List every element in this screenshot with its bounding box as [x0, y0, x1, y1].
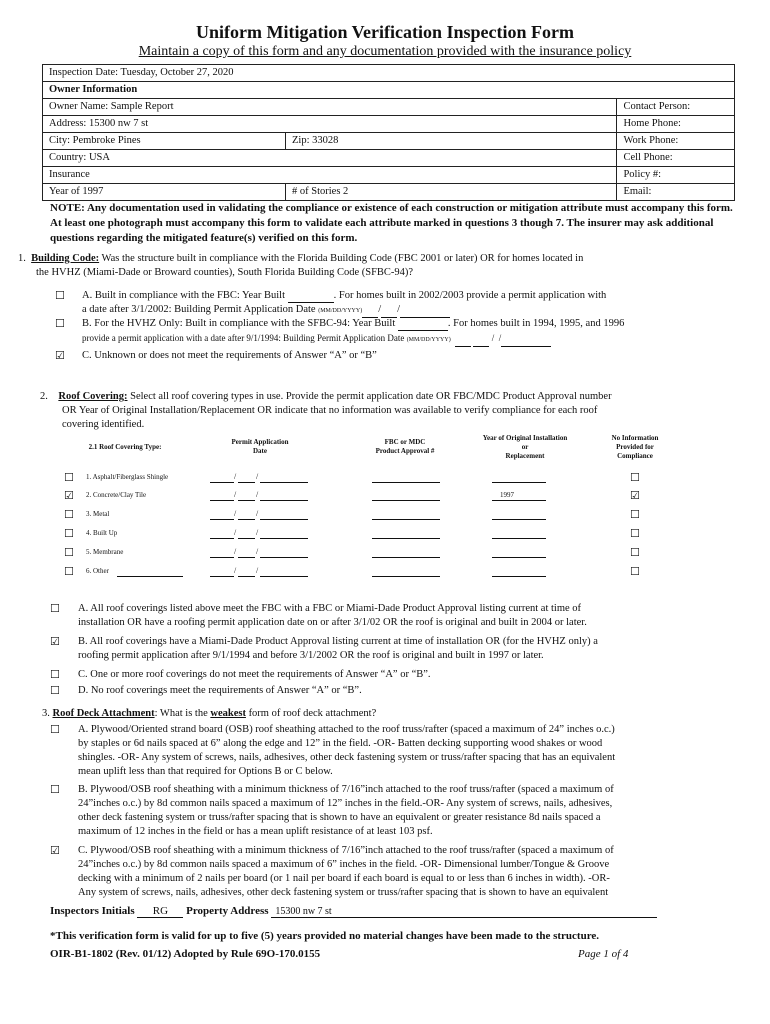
rc-slash: / — [234, 490, 237, 499]
q3-number: 3. — [42, 708, 50, 719]
owner-zip: Zip: 33028 — [286, 133, 617, 150]
rc-slash: / — [256, 509, 259, 518]
q3-b-line4: maximum of 12 inches in the field or has a mean uplift resistance of at least 103 psf. — [78, 826, 433, 837]
q3-heading-line — [42, 707, 742, 721]
rc-permit-dd[interactable] — [238, 576, 255, 577]
q3-c-line1: C. Plywood/OSB roof sheathing with a minimum thickness of 7/16”inch attached to the roof truss/rafter (spaced a maximum of — [78, 845, 614, 856]
q2-option-a — [78, 602, 738, 630]
rc-col-noinfo-1: No Information — [611, 434, 659, 442]
rc-year-field[interactable] — [492, 482, 546, 483]
rc-row-checkbox[interactable]: ☐ — [64, 546, 74, 559]
rc-col-noinfo-2: Provided for — [616, 443, 654, 451]
rc-permit-mm[interactable] — [210, 557, 234, 558]
rc-row-checkbox[interactable]: ☐ — [64, 565, 74, 578]
cell-phone: Cell Phone: — [617, 150, 735, 167]
contact-person: Contact Person: — [617, 99, 735, 116]
rc-fbc-field[interactable] — [372, 576, 440, 577]
rc-year-field[interactable] — [492, 519, 546, 520]
rc-noinfo-checkbox[interactable]: ☐ — [630, 565, 640, 578]
q1-b-format: (MM/DD/YYYY) — [406, 337, 451, 343]
rc-year-field[interactable] — [492, 576, 546, 577]
q1-option-b: B. For the HVHZ Only: Built in compliance with the SFBC-94: Year Built . For homes built in 1994, 1995, and 1996 provide a permit application with a date after 9/1/1994: Building Permit Application Date (MM/DD/YYYY) / / — [82, 317, 742, 347]
q1-checkbox-c[interactable]: ☑ — [55, 349, 65, 362]
q2-option-c: C. One or more roof coverings do not meet the requirements of Answer “A” or “B”. — [78, 669, 431, 680]
q2-checkbox-c[interactable]: ☐ — [50, 668, 60, 681]
q2-heading: Roof Covering: — [58, 391, 128, 402]
rc-row-checkbox[interactable]: ☐ — [64, 508, 74, 521]
rc-fbc-field[interactable] — [372, 500, 440, 501]
rc-noinfo-checkbox[interactable]: ☐ — [630, 546, 640, 559]
rc-col-fbc-1: FBC or MDC — [384, 438, 426, 446]
rc-permit-yyyy[interactable] — [260, 519, 308, 520]
rc-permit-mm[interactable] — [210, 482, 234, 483]
q2-option-b — [78, 635, 738, 663]
q3-a-line3: shingles. -OR- Any system of screws, nails, adhesives, other deck fastening system or truss/rafter spacing that has an equivalent — [78, 752, 616, 763]
owner-section-label: Owner Information — [43, 82, 735, 99]
q3-c-line4: Any system of screws, nails, adhesives, other deck fastening system or truss/rafter spacing that is shown to have an equivalent — [78, 887, 609, 898]
property-address-label: Property Address — [186, 905, 269, 917]
rc-other-field[interactable] — [117, 576, 183, 577]
rc-permit-mm[interactable] — [210, 500, 234, 501]
form-subtitle: Maintain a copy of this form and any documentation provided with the insurance policy — [138, 44, 632, 59]
q1-a-text1: A. Built in compliance with the FBC: Year Built — [82, 290, 285, 301]
validity-note: *This verification form is valid for up to five (5) years provided no material changes have been made to the structure. — [50, 930, 600, 942]
rc-slash: / — [234, 547, 237, 556]
rc-col-noinfo — [585, 434, 685, 461]
rc-col-permit-1: Permit Application — [231, 438, 289, 446]
q1-b-text2: . For homes built in 1994, 1995, and 1996 — [447, 318, 625, 329]
q1-a-year-field[interactable] — [288, 292, 334, 303]
rc-permit-dd[interactable] — [238, 482, 255, 483]
q1-a-format: (MM/DD/YYYY) — [318, 308, 363, 314]
initials-label: Inspectors Initials — [50, 905, 135, 917]
rc-slash: / — [256, 547, 259, 556]
rc-year-field[interactable] — [492, 538, 546, 539]
rc-row-label: 5. Membrane — [86, 548, 124, 556]
rc-row-label: 2. Concrete/Clay Tile — [86, 491, 147, 499]
rc-col-permit — [210, 438, 310, 456]
rc-permit-yyyy[interactable] — [260, 557, 308, 558]
owner-address: Address: 15300 nw 7 st — [43, 116, 617, 133]
rc-year-field[interactable] — [492, 500, 546, 501]
rc-slash: / — [256, 528, 259, 537]
q3-a-line4: mean uplift less than that required for Options B or C below. — [78, 766, 333, 777]
q3-option-b — [78, 783, 743, 839]
rc-fbc-field[interactable] — [372, 482, 440, 483]
rc-permit-yyyy[interactable] — [260, 482, 308, 483]
rc-permit-mm[interactable] — [210, 519, 234, 520]
rc-slash: / — [256, 566, 259, 575]
rc-fbc-field[interactable] — [372, 538, 440, 539]
rc-permit-mm[interactable] — [210, 538, 234, 539]
q2-a-line2: installation OR have a roofing permit application date on or after 3/1/02 OR the roof is original and built in 2004 or later. — [78, 617, 587, 628]
q2-block — [40, 390, 740, 432]
q1-heading: Building Code: — [31, 253, 100, 264]
q1-text-2: the HVHZ (Miami-Dade or Broward counties), South Florida Building Code (SFBC-94)? — [36, 267, 414, 278]
q2-number: 2. — [40, 391, 48, 402]
q3-b-line3: other deck fastening system or truss/rafter spacing that is shown to have an equivalent or greater resistance 8d nails spaced a — [78, 812, 601, 823]
q2-b-line1: B. All roof coverings have a Miami-Dade Product Approval listing current at time of installation OR (for the HVHZ only) a — [78, 636, 598, 647]
footer-initials-row — [50, 905, 740, 918]
q1-option-a: A. Built in compliance with the FBC: Year Built . For homes built in 2002/2003 provide a permit application with a date after 3/1/2002: Building Permit Application Date (MM/DD/YYYY) / / — [82, 289, 732, 318]
q3-text-b: form of roof deck attachment? — [245, 708, 377, 719]
q1-block — [18, 252, 738, 280]
rc-noinfo-checkbox[interactable]: ☐ — [630, 508, 640, 521]
rc-col-fbc — [355, 438, 455, 456]
rc-permit-yyyy[interactable] — [260, 576, 308, 577]
rc-row-checkbox[interactable]: ☐ — [64, 471, 74, 484]
rc-noinfo-checkbox[interactable]: ☐ — [630, 471, 640, 484]
rc-col-year — [470, 434, 580, 461]
q3-c-line3: decking with a minimum of 2 nails per board (or 1 nail per board if each board is equal to or less than 6 inches in width). -OR- — [78, 873, 610, 884]
q3-checkbox-a[interactable]: ☐ — [50, 723, 60, 736]
form-id: OIR-B1-1802 (Rev. 01/12) Adopted by Rule 69O-170.0155 — [50, 948, 321, 960]
property-address-field[interactable]: 15300 nw 7 st — [271, 906, 657, 918]
q1-b-text1: B. For the HVHZ Only: Built in compliance with the SFBC-94: Year Built — [82, 318, 396, 329]
q1-b-mm-field[interactable] — [455, 336, 471, 347]
rc-permit-dd[interactable] — [238, 538, 255, 539]
rc-year-field[interactable] — [492, 557, 546, 558]
q3-weakest: weakest — [210, 708, 246, 719]
q1-checkbox-b[interactable]: ☐ — [55, 317, 65, 330]
policy-number: Policy #: — [617, 167, 735, 184]
rc-col-fbc-2: Product Approval # — [375, 447, 435, 455]
rc-fbc-field[interactable] — [372, 519, 440, 520]
q3-a-line2: by staples or 6d nails spaced at 6” along the edge and 12” in the field. -OR- Batten decking supporting wood shakes or wood — [78, 738, 603, 749]
rc-col-year-3: Replacement — [505, 452, 545, 460]
q3-c-line2: 24”inches o.c.) by 8d common nails spaced a maximum of 6” inches in the field. -OR- Dimensional lumber/Tongue & Groove — [78, 859, 610, 870]
q2-text-3: covering identified. — [62, 419, 145, 430]
rc-row-label: 4. Built Up — [86, 529, 118, 537]
rc-row-checkbox[interactable]: ☑ — [64, 489, 74, 502]
documentation-note: NOTE: Any documentation used in validating the compliance or existence of each construction or mitigation attribute must accompany this form. At least one photograph must accompany this form to validate each attribute marked in questions 3 though 7. The insurer may ask additional questions regarding the mitigated feature(s) verified on this form. — [50, 202, 733, 244]
stories-count: # of Stories 2 — [286, 184, 617, 201]
q1-option-c: C. Unknown or does not meet the requirements of Answer “A” or “B” — [82, 350, 377, 361]
q3-text-a: : What is the — [154, 708, 211, 719]
q1-checkbox-a[interactable]: ☐ — [55, 289, 65, 302]
owner-country: Country: USA — [43, 150, 617, 167]
q1-number: 1. — [18, 253, 26, 264]
rc-slash: / — [234, 509, 237, 518]
rc-permit-yyyy[interactable] — [260, 538, 308, 539]
rc-row-checkbox[interactable]: ☐ — [64, 527, 74, 540]
year-built: Year of 1997 — [43, 184, 286, 201]
rc-noinfo-checkbox[interactable]: ☑ — [630, 489, 640, 502]
rc-row-label: 3. Metal — [86, 510, 110, 518]
page-number: Page 1 of 4 — [578, 948, 629, 960]
q3-b-line2: 24”inches o.c.) by 8d common nails spaced a maximum of 12” inches in the field.-OR- Any system of screws, nails, adhesives, — [78, 798, 613, 809]
rc-row-label: 1. Asphalt/Fiberglass Shingle — [86, 473, 169, 481]
q1-b-dd-field[interactable] — [473, 336, 489, 347]
insurance-label: Insurance — [43, 167, 617, 184]
inspection-date: Inspection Date: Tuesday, October 27, 2020 — [43, 65, 735, 82]
rc-slash: / — [234, 566, 237, 575]
q3-a-line1: A. Plywood/Oriented strand board (OSB) roof sheathing attached to the roof truss/rafter (spaced a maximum of 24” inches o.c.) — [78, 724, 615, 735]
rc-slash: / — [256, 490, 259, 499]
q2-text-2: OR Year of Original Installation/Replacement OR indicate that no information was available to verify compliance for each roof — [62, 405, 598, 416]
rc-permit-dd[interactable] — [238, 557, 255, 558]
rc-col-noinfo-3: Compliance — [617, 452, 653, 460]
owner-city: City: Pembroke Pines — [43, 133, 286, 150]
rc-permit-dd[interactable] — [238, 500, 255, 501]
rc-slash: / — [256, 472, 259, 481]
q3-checkbox-b[interactable]: ☐ — [50, 783, 60, 796]
q1-a-text2: . For homes built in 2002/2003 provide a permit application with — [333, 290, 607, 301]
home-phone: Home Phone: — [617, 116, 735, 133]
work-phone: Work Phone: — [617, 133, 735, 150]
rc-col-permit-2: Date — [253, 447, 267, 455]
owner-email: Email: — [617, 184, 735, 201]
q2-b-line2: roofing permit application after 9/1/1994 and before 3/1/2002 OR the roof is original and built in 1997 or later. — [78, 650, 544, 661]
form-title: Uniform Mitigation Verification Inspection Form — [196, 22, 574, 42]
rc-slash: / — [234, 472, 237, 481]
q3-checkbox-c[interactable]: ☑ — [50, 844, 60, 857]
q1-text-1: Was the structure built in compliance with the Florida Building Code (FBC 2001 or later) OR for homes located in — [99, 253, 584, 264]
q3-heading: Roof Deck Attachment — [52, 708, 155, 719]
q2-checkbox-d[interactable]: ☐ — [50, 684, 60, 697]
q2-text-1: Select all roof covering types in use. Provide the permit application date OR FBC/MDC Product Approval number — [127, 391, 612, 402]
q3-option-c — [78, 844, 743, 900]
rc-permit-yyyy[interactable] — [260, 500, 308, 501]
q1-b-year-field[interactable] — [398, 320, 448, 331]
rc-fbc-field[interactable] — [372, 557, 440, 558]
rc-row-label: 6. Other — [86, 567, 109, 575]
rc-permit-dd[interactable] — [238, 519, 255, 520]
rc-noinfo-checkbox[interactable]: ☐ — [630, 527, 640, 540]
q1-b-text3: provide a permit application with a date after 9/1/1994: Building Permit Application Date — [82, 333, 405, 343]
rc-col-year-2: or — [521, 443, 529, 451]
q2-a-line1: A. All roof coverings listed above meet the FBC with a FBC or Miami-Dade Product Approval listing current at time of — [78, 603, 582, 614]
q3-option-a — [78, 723, 743, 779]
q1-b-yyyy-field[interactable] — [501, 336, 551, 347]
rc-year-value: 1997 — [500, 491, 514, 499]
initials-field[interactable]: RG — [137, 905, 183, 918]
rc-slash: / — [234, 528, 237, 537]
q2-checkbox-b[interactable]: ☑ — [50, 635, 60, 648]
rc-col-type: 2.1 Roof Covering Type: — [88, 443, 162, 451]
owner-info-table — [42, 64, 735, 201]
q2-option-d: D. No roof coverings meet the requirements of Answer “A” or “B”. — [78, 685, 362, 696]
q1-a-text3: a date after 3/1/2002: Building Permit Application Date — [82, 304, 316, 315]
q2-checkbox-a[interactable]: ☐ — [50, 602, 60, 615]
rc-permit-mm[interactable] — [210, 576, 234, 577]
owner-name: Owner Name: Sample Report — [43, 99, 617, 116]
rc-col-year-1: Year of Original Installation — [482, 434, 568, 442]
q3-b-line1: B. Plywood/OSB roof sheathing with a minimum thickness of 7/16”inch attached to the roof truss/rafter (spaced a maximum of — [78, 784, 614, 795]
